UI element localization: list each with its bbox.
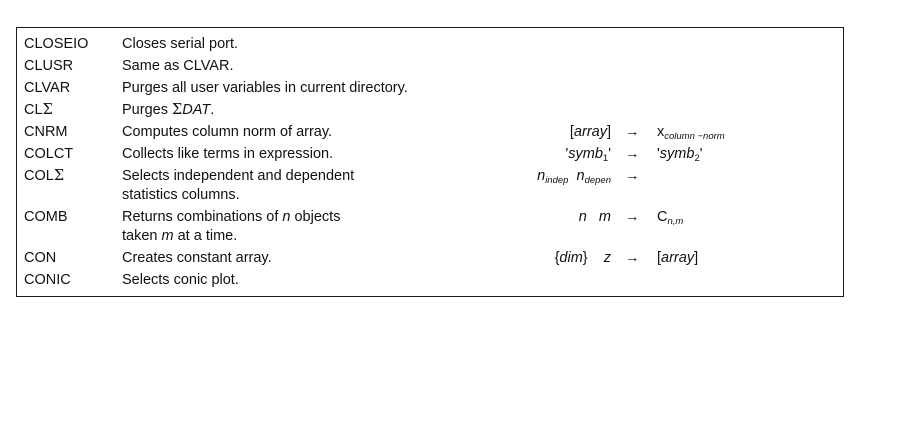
command-description [122, 167, 354, 205]
command-name: CLVAR [24, 80, 71, 96]
argument: n [537, 168, 546, 184]
command-name: CLUSR [24, 58, 74, 74]
description-line: Selects independent and dependent [122, 168, 355, 184]
command-name: COLCT [24, 146, 74, 162]
description-text: . [210, 102, 215, 118]
command-reference-table [16, 27, 844, 297]
sigma-symbol: Σ [42, 102, 53, 118]
arrow-icon: → [625, 168, 640, 184]
argument: dim [559, 250, 583, 266]
stack-arguments [579, 208, 611, 227]
stack-result: [array] [657, 250, 699, 266]
argument: m [598, 209, 611, 225]
command-name [24, 167, 64, 186]
result-base: symb [659, 146, 695, 162]
sigma-symbol: Σ [171, 102, 183, 118]
arrow-icon: → [625, 250, 640, 266]
description-text: taken [122, 228, 162, 244]
command-name: CON [24, 250, 57, 266]
command-prefix: COL [24, 168, 54, 184]
argument: array [573, 124, 607, 140]
command-description: Purges all user variables in current directory. [122, 80, 408, 96]
stack-arguments [537, 167, 611, 186]
description-text: Purges [122, 102, 172, 118]
result-base: array [661, 250, 695, 266]
command-name: COMB [24, 209, 68, 225]
command-description: Computes column norm of array. [122, 124, 333, 140]
command-description [122, 101, 214, 120]
command-description: Creates constant array. [122, 250, 272, 266]
sigma-symbol: Σ [53, 168, 65, 184]
command-name: CONIC [24, 272, 71, 288]
command-name [24, 101, 53, 120]
argument-subscript: indep [545, 175, 569, 186]
argument: n [578, 209, 587, 225]
stack-arguments: {dim} z [554, 250, 611, 266]
argument-subscript: 1 [602, 153, 609, 164]
description-text: Returns combinations of [122, 209, 283, 225]
command-description [122, 208, 340, 246]
variable-name: m [161, 228, 174, 244]
description-text: objects [290, 209, 341, 225]
command-description: Closes serial port. [122, 36, 239, 52]
stack-arguments: [array] [569, 124, 611, 140]
description-line: statistics columns. [122, 187, 240, 203]
stack-result: 'symb$_2$' [657, 146, 703, 164]
argument: symb [568, 146, 603, 162]
command-description: Same as CLVAR. [122, 58, 234, 74]
command-name: CNRM [24, 124, 68, 140]
argument-subscript: depen [584, 175, 611, 186]
command-prefix: CL [24, 102, 43, 118]
result-base: x [657, 124, 665, 140]
result-base: C [657, 209, 668, 225]
stack-result [657, 123, 725, 142]
variable-name: DAT [182, 102, 211, 118]
description-text: at a time. [173, 228, 238, 244]
result-subscript: 2 [694, 153, 700, 164]
arrow-icon: → [625, 146, 640, 162]
command-description: Selects conic plot. [122, 272, 239, 288]
arrow-icon: → [625, 209, 640, 225]
result-subscript: column −norm [664, 131, 725, 142]
variable-name: n [282, 209, 291, 225]
stack-result [657, 208, 683, 227]
argument: n [576, 168, 585, 184]
argument: z [603, 250, 611, 266]
stack-arguments: 'symb$_1$' [565, 146, 611, 164]
result-subscript: n,m [667, 216, 684, 227]
command-description: Collects like terms in expression. [122, 146, 334, 162]
arrow-icon: → [625, 124, 640, 140]
command-name: CLOSEIO [24, 36, 89, 52]
